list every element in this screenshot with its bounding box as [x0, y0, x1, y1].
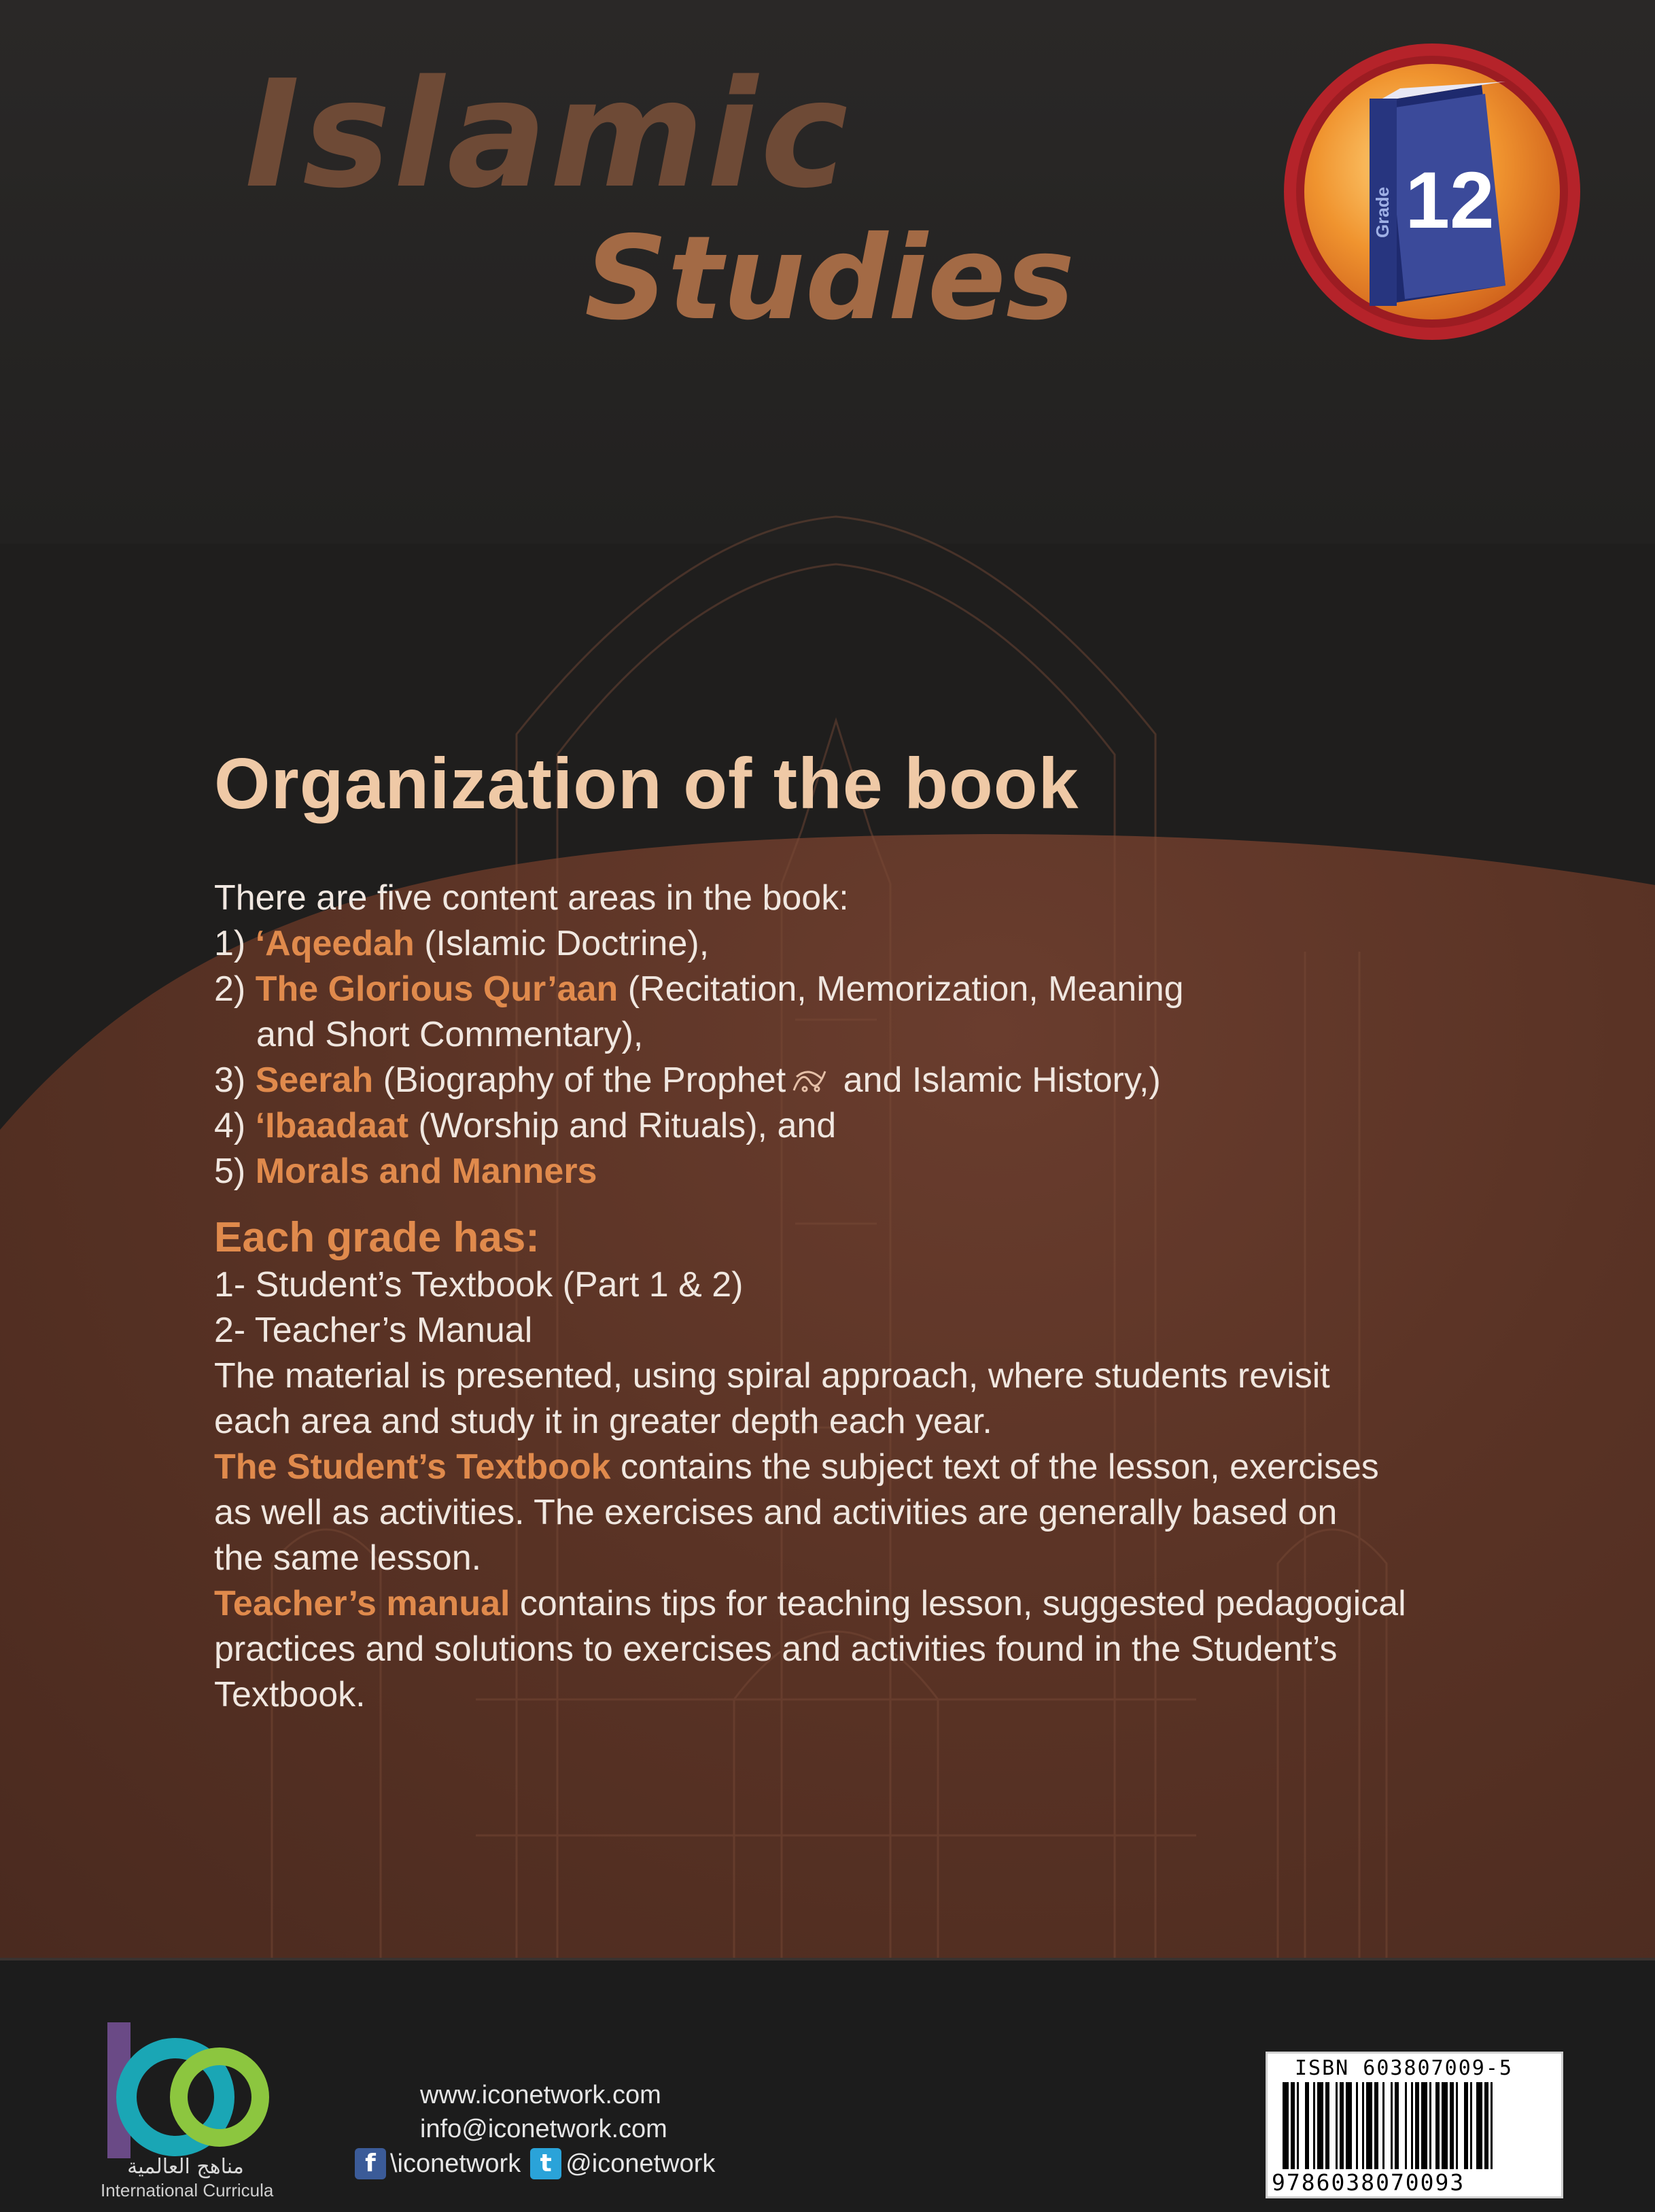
barcode-bar: [1366, 2082, 1372, 2169]
barcode-bar: [1484, 2082, 1488, 2169]
barcode-bar: [1297, 2082, 1299, 2169]
barcode-bar: [1391, 2082, 1393, 2169]
barcode-bar: [1305, 2082, 1309, 2169]
grade-item: 1- Student’s Textbook (Part 1 & 2): [214, 1265, 744, 1304]
spiral-text: each area and study it in greater depth each year.: [214, 1402, 992, 1441]
spiral-text: The material is presented, using spiral approach, where students revisit: [214, 1356, 1330, 1396]
barcode-bar: [1356, 2082, 1358, 2169]
manual-text: practices and solutions to exercises and activities found in the Student’s: [214, 1629, 1338, 1669]
barcode-bar: [1325, 2082, 1329, 2169]
content-area-item: 4) ‘Ibaadaat (Worship and Rituals), and: [214, 1106, 837, 1145]
content-area-name: The Glorious Qur’aan: [255, 969, 619, 1009]
isbn-barcode-box: [1266, 2052, 1563, 2198]
logo-english-text: International Curricula: [101, 2180, 274, 2200]
barcode-bar: [1429, 2082, 1431, 2169]
manual-term: Teacher’s manual: [214, 1584, 510, 1623]
organization-heading: Organization of the book: [214, 744, 1079, 824]
barcode-bar: [1415, 2082, 1419, 2169]
barcode-bar: [1336, 2082, 1338, 2169]
content-area-name: Morals and Manners: [255, 1152, 597, 1191]
content-area-name: ‘Ibaadaat: [255, 1106, 409, 1145]
barcode-bar: [1374, 2082, 1378, 2169]
content-area-name: ‘Aqeedah: [255, 924, 415, 963]
email-link[interactable]: info@iconetwork.com: [420, 2115, 667, 2143]
manual-text: Textbook.: [214, 1675, 366, 1714]
content-area-item: 5) Morals and Manners: [214, 1152, 597, 1191]
isbn-label: ISBN 603807009-5: [1295, 2056, 1513, 2080]
grade-heading: Each grade has:: [214, 1214, 540, 1261]
social-links: [355, 2148, 715, 2179]
barcode-bar: [1450, 2082, 1454, 2169]
title-islamic: Islamic: [245, 49, 851, 221]
organization-section: [214, 744, 1505, 1718]
barcode-bar: [1382, 2082, 1384, 2169]
barcode-bar: [1442, 2082, 1448, 2169]
content-area-name: Seerah: [255, 1060, 374, 1100]
textbook-text: the same lesson.: [214, 1538, 482, 1578]
barcode-bar: [1317, 2082, 1323, 2169]
barcode-bar: [1421, 2082, 1427, 2169]
facebook-handle[interactable]: \iconetwork: [390, 2149, 521, 2178]
logo-arabic-text: مناهج العالمية: [127, 2155, 244, 2179]
barcode-bar: [1405, 2082, 1407, 2169]
content-area-item: 2) The Glorious Qur’aan (Recitation, Memorization, Meaning: [214, 969, 1184, 1009]
manual-paragraph: Teacher’s manual contains tips for teaching lesson, suggested pedagogical: [214, 1584, 1406, 1623]
textbook-text: as well as activities. The exercises and activities are generally based on: [214, 1493, 1338, 1532]
barcode-bar: [1470, 2082, 1472, 2169]
barcode: [1283, 2082, 1549, 2169]
barcode-bar: [1456, 2082, 1458, 2169]
grade-badge: [1281, 41, 1584, 343]
content-area-item: 3) Seerah (Biography of the Prophet and Islamic History,): [214, 1060, 1161, 1100]
intro-text: There are five content areas in the book:: [214, 878, 849, 918]
barcode-bar: [1464, 2082, 1468, 2169]
barcode-bar: [1340, 2082, 1344, 2169]
barcode-bar: [1395, 2082, 1399, 2169]
barcode-bar: [1435, 2082, 1440, 2169]
barcode-bar: [1291, 2082, 1295, 2169]
barcode-number: 9786038070093: [1272, 2169, 1465, 2196]
twitter-icon: t: [530, 2148, 561, 2179]
barcode-bar: [1491, 2082, 1493, 2169]
textbook-paragraph: The Student’s Textbook contains the subject text of the lesson, exercises: [214, 1447, 1379, 1487]
grade-item: 2- Teacher’s Manual: [214, 1311, 533, 1350]
grade-number: 12: [1405, 156, 1495, 245]
content-area-item: 1) ‘Aqeedah (Islamic Doctrine),: [214, 924, 710, 963]
barcode-bar: [1346, 2082, 1352, 2169]
contact-info: [420, 2078, 667, 2146]
barcode-bar: [1476, 2082, 1482, 2169]
website-link[interactable]: www.iconetwork.com: [420, 2081, 661, 2109]
salawat-calligraphy-icon: [790, 1062, 829, 1099]
title-studies: Studies: [585, 211, 1075, 346]
content-area-continuation: and Short Commentary),: [256, 1015, 644, 1054]
facebook-icon: f: [355, 2148, 386, 2179]
barcode-bar: [1283, 2082, 1289, 2169]
barcode-bar: [1362, 2082, 1364, 2169]
grade-label: Grade: [1372, 186, 1393, 238]
barcode-bar: [1313, 2082, 1315, 2169]
twitter-handle[interactable]: @iconetwork: [565, 2149, 716, 2178]
barcode-bar: [1411, 2082, 1413, 2169]
textbook-term: The Student’s Textbook: [214, 1447, 611, 1487]
